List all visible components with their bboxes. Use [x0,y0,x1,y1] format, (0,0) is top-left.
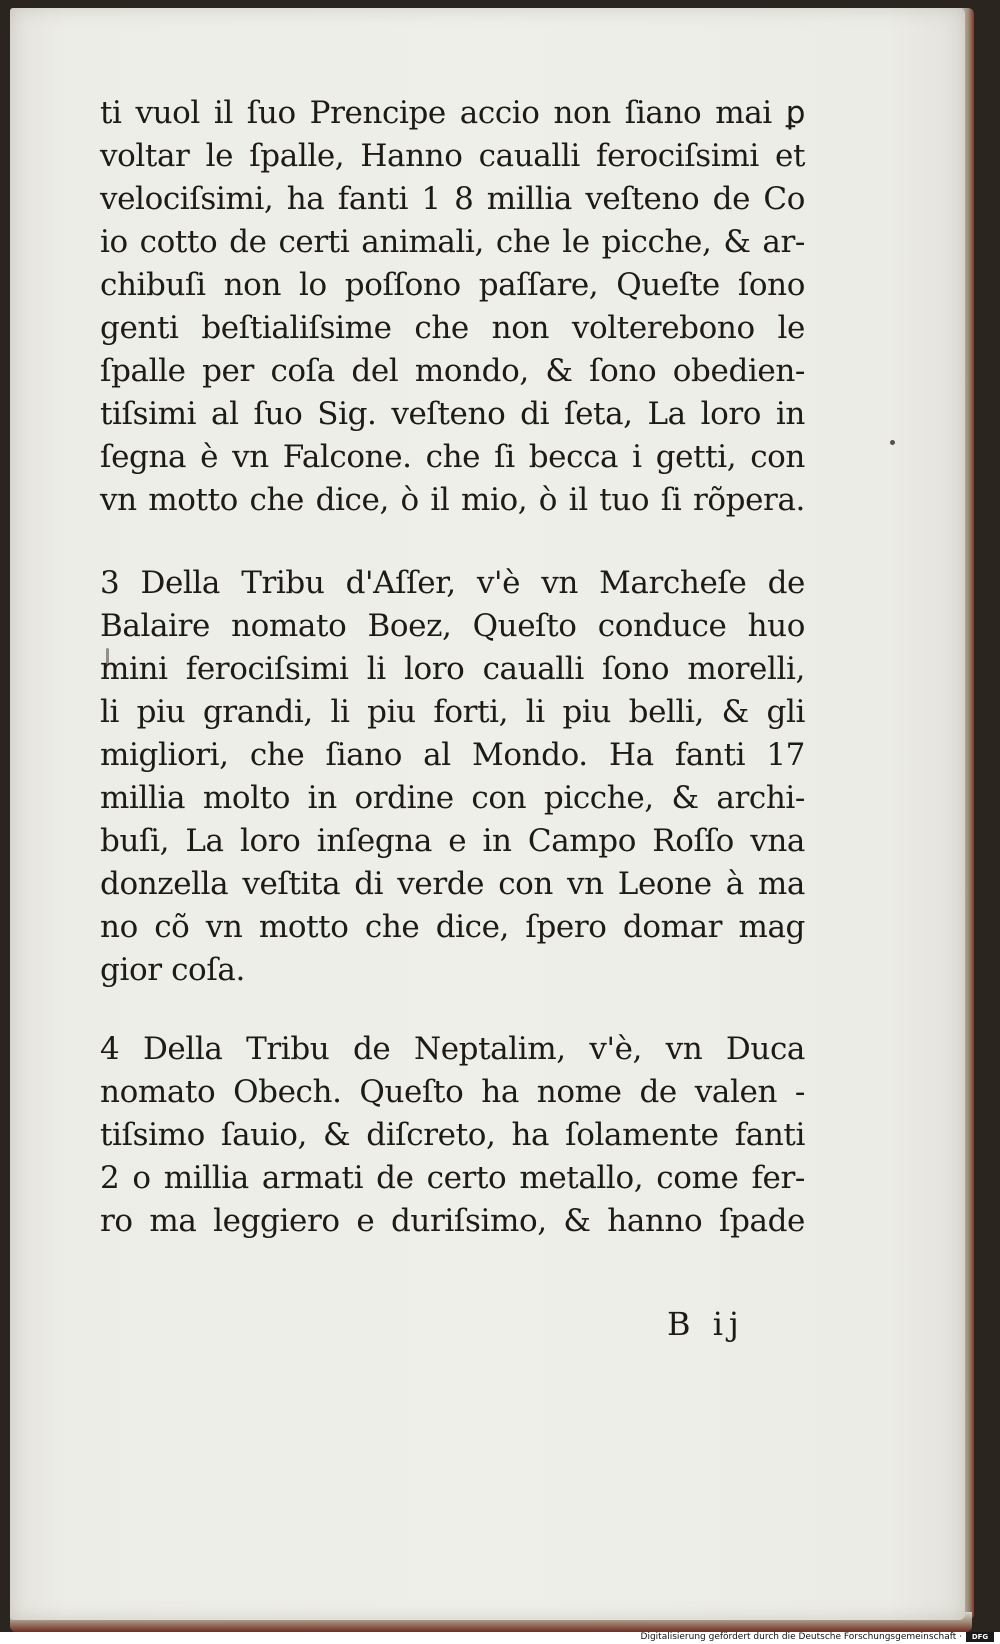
dfg-logo: DFG [966,1632,994,1642]
paragraph-4-line: 2 o millia armati de certo metallo, come fer- [100,1160,805,1196]
text-line: ſpalle per coſa del mondo, & ſono obedien- [100,353,805,389]
text-line: genti beſtialiſsime che non volterebono le [100,310,805,346]
text-line: io cotto de certi animali, che le picche, & ar- [100,224,805,260]
paragraph-4-line: nomato Obech. Queſto ha nome de valen - [100,1074,805,1110]
paragraph-gap [100,992,805,1028]
text-line: velociſsimi, ha fanti 1 8 millia veſteno de Co [100,181,805,217]
paragraph-4-line: ro ma leggiero e duriſsimo, & hanno ſpade [100,1203,805,1239]
page-text [100,92,805,1243]
text-line: chibuſi non lo poſſono paſſare, Queſte ſono [100,267,805,303]
funding-credit: Digitalisierung gefördert durch die Deutsche Forschungsgemeinschaft · [640,1632,962,1642]
paper-speck [890,440,895,445]
text-line: voltar le ſpalle, Hanno caualli ferociſsimi et [100,138,805,174]
text-line: ſegna è vn Falcone. che ſi becca i getti, con [100,439,805,475]
paragraph-3-line: gior coſa. [100,952,245,988]
text-line: ti vuol il ſuo Prencipe accio non ſiano mai ꝑ [100,95,805,131]
paragraph-3-line: migliori, che ſiano al Mondo. Ha fanti 17 [100,737,805,773]
paragraph-3-line: buſi, La loro inſegna e in Campo Roſſo vna [100,823,805,859]
paragraph-gap [100,522,805,562]
signature-mark: B ij [667,1305,745,1343]
paragraph-3-line: donzella veſtita di verde con vn Leone à ma [100,866,805,902]
paragraph-3-line: Balaire nomato Boez, Queſto conduce huo [100,608,805,644]
paragraph-3-line: li piu grandi, li piu forti, li piu belli, & gli [100,694,805,730]
paragraph-3-line: no cõ vn motto che dice, ſpero domar mag [100,909,805,945]
paragraph-3-line: 3 Della Tribu d'Aſſer, v'è vn Marcheſe de [100,565,805,601]
text-line: tiſsimi al ſuo Sig. veſteno di ſeta, La loro in [100,396,805,432]
paragraph-4-line: 4 Della Tribu de Neptalim, v'è, vn Duca [100,1031,805,1067]
text-line: vn motto che dice, ò il mio, ò il tuo ſi rõpera. [100,482,805,518]
paragraph-3-line: millia molto in ordine con picche, & archi- [100,780,805,816]
paragraph-3-line: mini ferociſsimi li loro caualli ſono morelli, [100,651,805,687]
paragraph-4-line: tiſsimo ſauio, & diſcreto, ha ſolamente fanti [100,1117,805,1153]
